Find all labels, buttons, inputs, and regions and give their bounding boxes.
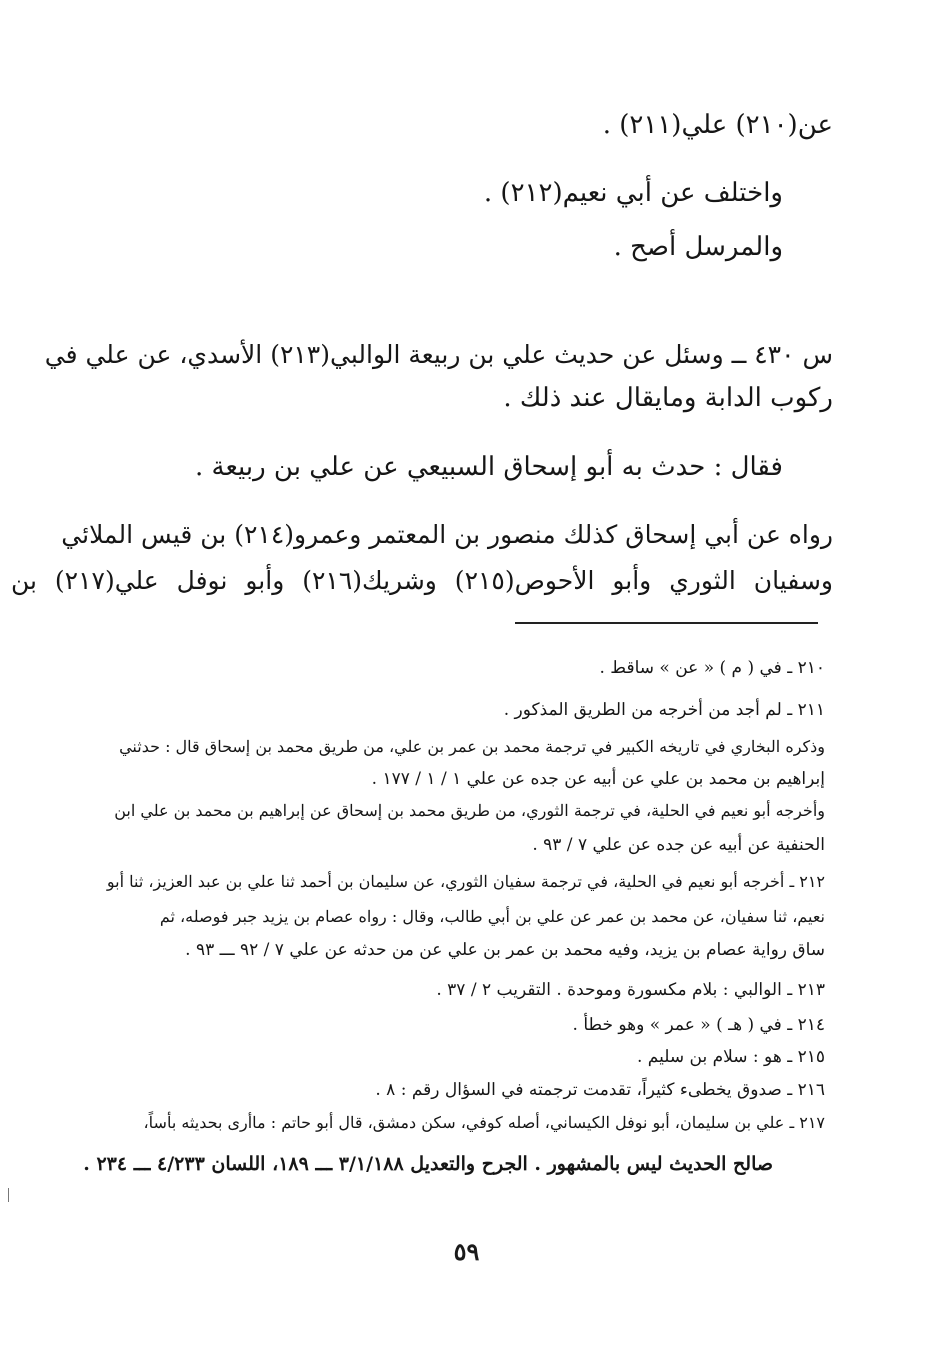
footnote-215: ٢١٥ ـ هو : سلام بن سليم . — [637, 1047, 825, 1067]
narration-line-2: وسفيان الثوري وأبو الأحوص(٢١٥) وشريك(٢١٦) وأبو نوفل علي(٢١٧) بن — [10, 566, 833, 595]
footnote-213: ٢١٣ ـ الوالبي : بلام مكسورة وموحدة . التقريب ٢ / ٣٧ . — [436, 980, 825, 1000]
footnote-214: ٢١٤ ـ في ( هـ ) « عمر » وهو خطأ . — [572, 1015, 825, 1035]
text-line-3: والمرسل أصح . — [613, 232, 783, 262]
footnote-210: ٢١٠ ـ في ( م ) « عن » ساقط . — [599, 658, 825, 678]
footnote-211-line-4: وأخرجه أبو نعيم في الحلية، في ترجمة الثوري، من طريق محمد بن إسحاق عن إبراهيم بن محمد بن علي ابن — [114, 801, 825, 820]
footnote-211-line-1: ٢١١ ـ لم أجد من أخرجه من الطريق المذكور . — [503, 700, 825, 720]
footnote-212-line-3: ساق رواية عصام بن يزيد، وفيه محمد بن عمر بن علي عن من حدثه عن علي ٧ / ٩٢ ـــ ٩٣ . — [185, 940, 825, 960]
footnote-211-line-3: إبراهيم بن محمد بن علي عن أبيه عن جده عن علي ١ / ١ / ١٧٧ . — [371, 769, 825, 789]
answer-line: فقال : حدث به أبو إسحاق السبيعي عن علي بن ربيعة . — [195, 452, 783, 482]
footnote-212-line-2: نعيم، ثنا سفيان، عن محمد بن عمر عن علي بن أبي طالب، وقال : رواه عصام بن يزيد جبر فوصله، ثم — [159, 907, 825, 926]
footnote-211-line-2: وذكره البخاري في تاريخه الكبير في ترجمة محمد بن عمر بن علي، من طريق محمد بن إسحاق قال : حدثني — [119, 737, 825, 756]
footnote-212-line-1: ٢١٢ ـ أخرجه أبو نعيم في الحلية، في ترجمة سفيان الثوري، عن سليمان بن أحمد ثنا علي بن عبد العزيز، ثنا أبو — [106, 872, 825, 891]
page-number: ٥٩ — [453, 1237, 480, 1266]
narration-line-1: رواه عن أبي إسحاق كذلك منصور بن المعتمر وعمرو(٢١٤) بن قيس الملائي — [61, 520, 833, 549]
text-line-2: واختلف عن أبي نعيم(٢١٢) . — [483, 178, 783, 208]
footnote-216: ٢١٦ ـ صدوق يخطىء كثيراً، تقدمت ترجمته في السؤال رقم : ٨ . — [375, 1080, 825, 1100]
scan-mark — [8, 1188, 9, 1202]
footnote-217-line-1: ٢١٧ ـ علي بن سليمان، أبو نوفل الكيساني، أصله كوفي، سكن دمشق، قال أبو حاتم : ماأرى بحديثه بأساً، — [143, 1113, 825, 1132]
text-line-1: عن(٢١٠) علي(٢١١) . — [602, 110, 833, 140]
footnote-separator — [515, 622, 818, 624]
footnote-211-line-5: الحنفية عن أبيه عن جده عن علي ٧ / ٩٣ . — [532, 835, 825, 855]
question-430-line-2: ركوب الدابة ومايقال عند ذلك . — [503, 383, 833, 413]
footnote-217-line-2: صالح الحديث ليس بالمشهور . الجرح والتعديل ٣/١/١٨٨ ـــ ١٨٩، اللسان ٤/٢٣٣ ـــ ٢٣٤ . — [83, 1153, 773, 1175]
question-430-line-1: س ٤٣٠ ــ وسئل عن حديث علي بن ربيعة الوالبي(٢١٣) الأسدي، عن علي في — [44, 340, 833, 369]
